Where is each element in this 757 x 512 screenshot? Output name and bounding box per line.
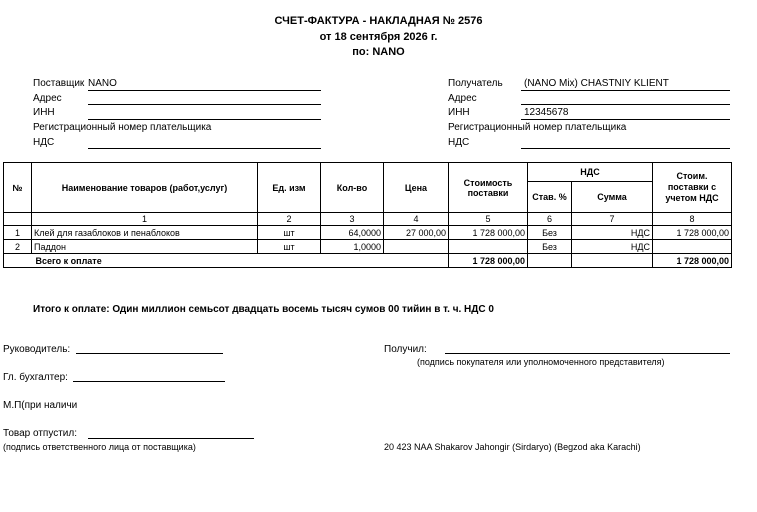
supplier-value: NANO xyxy=(88,78,117,89)
row-cost xyxy=(449,240,528,254)
row-vat-sum: НДС xyxy=(572,226,653,240)
total-cost: 1 728 000,00 xyxy=(449,254,528,268)
received-signature-line xyxy=(445,353,730,354)
header-vat-rate: Став. % xyxy=(528,182,572,213)
invoice-basis: по: NANO xyxy=(352,46,405,58)
stamp-label: М.П(при наличи xyxy=(3,400,78,411)
released-label: Товар отпустил: xyxy=(3,428,77,439)
buyer-underline xyxy=(521,90,730,91)
amount-in-words: Итого к оплате: Один миллион семьсот двадцать восемь тысяч сумов 00 тийин в т. ч. НДС 0 xyxy=(33,304,494,315)
received-label: Получил: xyxy=(384,344,427,355)
row-no: 1 xyxy=(4,226,32,240)
header-unit: Ед. изм xyxy=(258,163,321,213)
table-row xyxy=(4,240,732,254)
col-number-7: 7 xyxy=(572,213,653,226)
col-number-8: 8 xyxy=(653,213,732,226)
supplier-address-underline xyxy=(88,104,321,105)
supplier-vat-label: НДС xyxy=(33,137,55,148)
col-number-4: 4 xyxy=(384,213,449,226)
row-price: 27 000,00 xyxy=(384,226,449,240)
total-sum: 1 728 000,00 xyxy=(653,254,732,268)
col-number-1: 1 xyxy=(32,213,258,226)
header-name: Наименование товаров (работ,услуг) xyxy=(32,163,258,213)
buyer-value: (NANO Mix) CHASTNIY KLIENT xyxy=(524,78,669,89)
col-number-3: 3 xyxy=(321,213,384,226)
supplier-underline xyxy=(88,90,321,91)
row-name: Клей для газаблоков и пенаблоков xyxy=(32,226,258,240)
header-total: Стоим. поставки с учетом НДС xyxy=(653,163,732,213)
supplier-inn-underline xyxy=(88,119,321,120)
header-vat-sum: Сумма xyxy=(572,182,653,213)
buyer-vat-label: НДС xyxy=(448,137,470,148)
row-vat-rate: Без xyxy=(528,240,572,254)
buyer-inn-underline xyxy=(521,119,730,120)
director-label: Руководитель: xyxy=(3,344,71,355)
supplier-vat-underline xyxy=(88,148,321,149)
supplier-label: Поставщик xyxy=(33,78,85,89)
header-price: Цена xyxy=(384,163,449,213)
row-cost: 1 728 000,00 xyxy=(449,226,528,240)
supplier-address-label: Адрес xyxy=(33,93,62,104)
accountant-signature-line xyxy=(73,381,225,382)
header-no: № xyxy=(4,163,32,213)
col-number-5: 5 xyxy=(449,213,528,226)
row-total: 1 728 000,00 xyxy=(653,226,732,240)
released-note: (подпись ответственного лица от поставщика) xyxy=(3,442,196,452)
row-no: 2 xyxy=(4,240,32,254)
released-signature-line xyxy=(88,438,254,439)
invoice-table xyxy=(3,162,732,268)
buyer-vat-underline xyxy=(521,148,730,149)
row-name: Паддон xyxy=(32,240,258,254)
row-qty: 64,0000 xyxy=(321,226,384,240)
header-qty: Кол-во xyxy=(321,163,384,213)
total-label: Всего к оплате xyxy=(32,254,449,268)
row-vat-rate: Без xyxy=(528,226,572,240)
row-price xyxy=(384,240,449,254)
total-row xyxy=(4,254,732,268)
table-row xyxy=(4,226,732,240)
director-signature-line xyxy=(76,353,223,354)
supplier-reg-label: Регистрационный номер плательщика xyxy=(33,122,212,133)
row-vat-sum: НДС xyxy=(572,240,653,254)
courier-info: 20 423 NAA Shakarov Jahongir (Sirdaryo) (Begzod aka Karachi) xyxy=(384,442,641,452)
supplier-inn-label: ИНН xyxy=(33,107,55,118)
col-number-2: 2 xyxy=(258,213,321,226)
header-cost: Стоимость поставки xyxy=(449,163,528,213)
buyer-inn-label: ИНН xyxy=(448,107,470,118)
row-qty: 1,0000 xyxy=(321,240,384,254)
received-note: (подпись покупателя или уполномоченного представителя) xyxy=(417,357,665,367)
buyer-address-label: Адрес xyxy=(448,93,477,104)
buyer-inn-value: 12345678 xyxy=(524,107,569,118)
header-vat: НДС xyxy=(528,163,653,182)
row-unit: шт xyxy=(258,240,321,254)
invoice-title: СЧЕТ-ФАКТУРА - НАКЛАДНАЯ № 2576 xyxy=(274,15,483,27)
row-total xyxy=(653,240,732,254)
accountant-label: Гл. бухгалтер: xyxy=(3,372,68,383)
buyer-label: Получатель xyxy=(448,78,503,89)
invoice-date: от 18 сентября 2026 г. xyxy=(319,31,438,43)
row-unit: шт xyxy=(258,226,321,240)
col-number-6: 6 xyxy=(528,213,572,226)
buyer-reg-label: Регистрационный номер плательщика xyxy=(448,122,627,133)
buyer-address-underline xyxy=(521,104,730,105)
